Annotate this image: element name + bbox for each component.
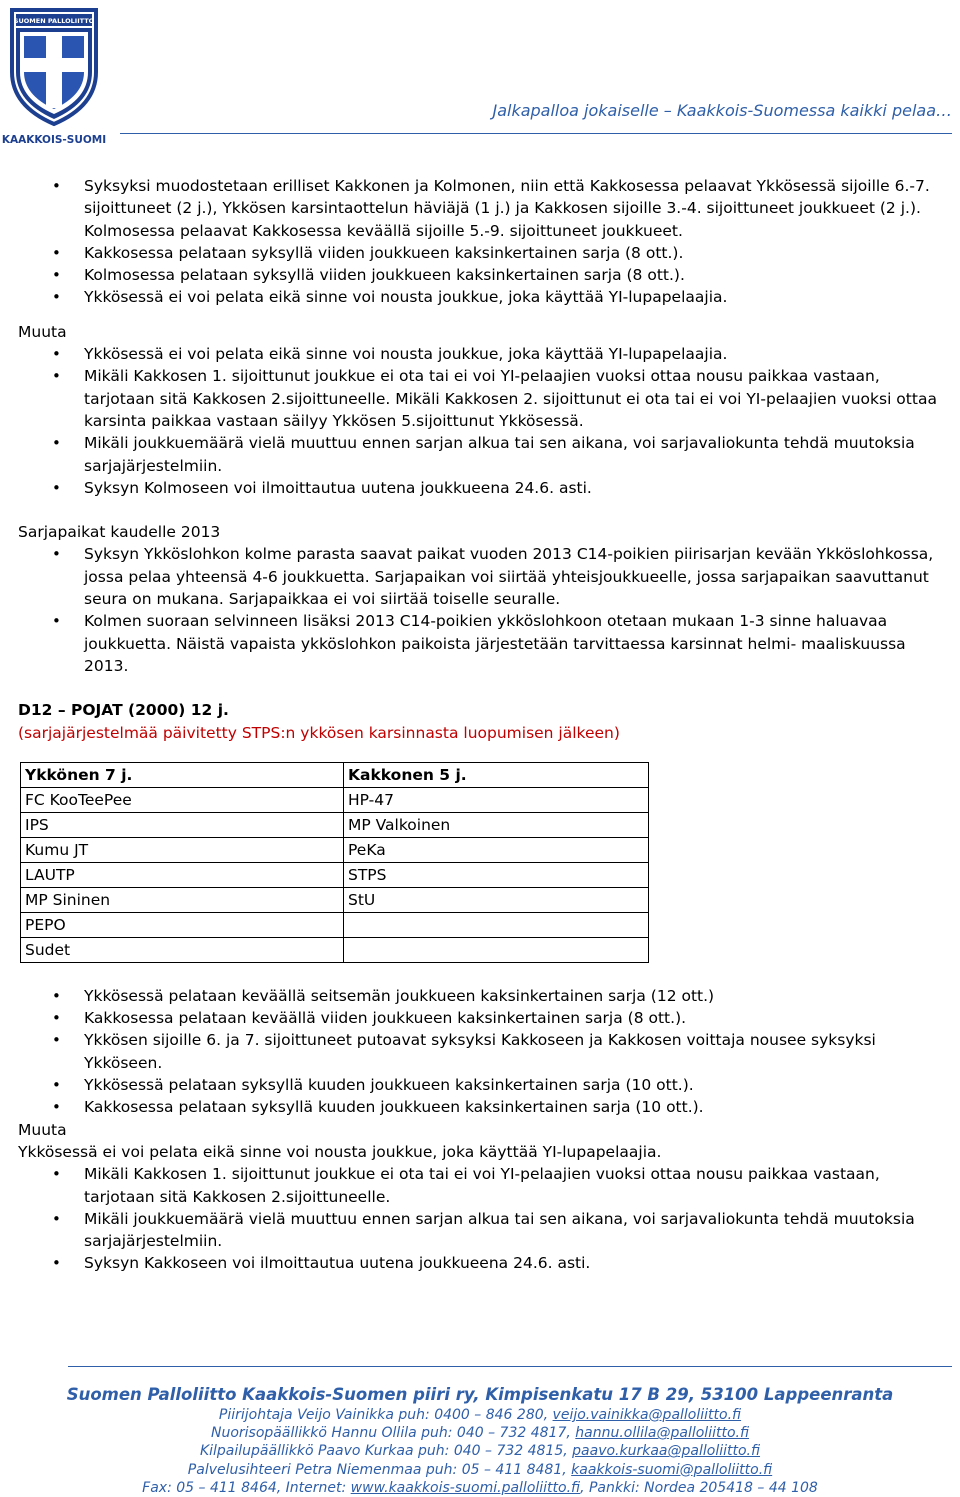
footer-text: Fax: 05 – 411 8464, Internet: [142, 1479, 351, 1496]
table-cell: PeKa [344, 837, 649, 862]
table-cell: IPS [21, 812, 344, 837]
list-item: • Kolmen suoraan selvinneen lisäksi 2013 C14-poikien ykköslohkoon otetaan mukaan 1-3 sinne haluavaa joukkuetta. Näistä vapaista ykköslohkon paikoista järjestetään tarvittaessa karsinnat helmi- maaliskuussa 2013. [84, 610, 953, 677]
document-body [18, 175, 953, 1275]
footer-text: Piirijohtaja Veijo Vainikka puh: 0400 – 846 280, [218, 1407, 553, 1423]
footer-text: Nuorisopäällikkö Hannu Ollila puh: 040 – 732 4817, [210, 1425, 576, 1442]
logo-bottom-text: KAAKKOIS-SUOMI [2, 134, 106, 146]
muuta2-line: Ykkösessä ei voi pelata eikä sinne voi nousta joukkue, joka käyttää YI-lupapelaajia. [18, 1142, 662, 1161]
palloliitto-logo [2, 2, 106, 146]
footer-line [0, 1442, 960, 1460]
d12-note: (sarjajärjestelmää päivitetty STPS:n ykkösen karsinnasta luopumisen jälkeen) [18, 723, 620, 742]
table-row [21, 937, 649, 962]
email-link[interactable]: paavo.kurkaa@palloliitto.fi [572, 1443, 761, 1460]
table-cell: HP-47 [344, 787, 649, 812]
table-row [21, 787, 649, 812]
email-link[interactable]: hannu.ollila@palloliitto.fi [575, 1425, 750, 1442]
table-row [21, 862, 649, 887]
table-row [21, 887, 649, 912]
muuta-label: Muuta [18, 322, 67, 341]
sarjapaikat-label: Sarjapaikat kaudelle 2013 [18, 523, 221, 542]
section1-list [18, 175, 953, 309]
website-link[interactable]: www.kaakkois-suomi.palloliitto.fi [350, 1479, 581, 1496]
section2-list [18, 985, 953, 1119]
table-cell [344, 912, 649, 937]
footer-text: Kilpailupäällikkö Paavo Kurkaa puh: 040 – 732 4815, [199, 1443, 573, 1460]
list-item: • Mikäli joukkuemäärä vielä muuttuu ennen sarjan alkua tai sen aikana, voi sarjavaliokunta tehdä muutoksia sarjajärjestelmiin. [84, 1208, 953, 1253]
table-row [21, 837, 649, 862]
logo-top-text: SUOMEN PALLOLIITTO [13, 17, 95, 25]
table-cell: Sudet [21, 937, 344, 962]
table-row [21, 912, 649, 937]
list-item: • Mikäli joukkuemäärä vielä muuttuu ennen sarjan alkua tai sen aikana, voi sarjavaliokunta tehdä muutoksia sarjajärjestelmiin. [84, 432, 953, 477]
email-link[interactable]: kaakkois-suomi@palloliitto.fi [571, 1461, 773, 1478]
list-item: • Ykkösessä pelataan keväällä seitsemän joukkueen kaksinkertainen sarja (12 ott.) [84, 985, 953, 1007]
table-row [21, 812, 649, 837]
table-header-kakkonen: Kakkonen 5 j. [344, 762, 649, 787]
teams-table [20, 762, 649, 963]
table-cell: MP Sininen [21, 887, 344, 912]
list-item: • Ykkösen sijoille 6. ja 7. sijoittuneet putoavat syksyksi Kakkoseen ja Kakkosen voittaja nousee syksyksi Ykköseen. [84, 1029, 953, 1074]
list-item: • Syksyn Ykköslohkon kolme parasta saavat paikat vuoden 2013 C14-poikien piirisarjan kevään Ykköslohkossa, jossa pelaa yhteensä 4-6 joukkuetta. Sarjapaikan voi siirtää yhteisjoukkueelle, jossa sarjapaikan saavuttanut seura on mukana. Sarjapaikkaa ei voi siirtää toiselle seuralle. [84, 543, 953, 610]
list-item: • Ykkösessä pelataan syksyllä kuuden joukkueen kaksinkertainen sarja (10 ott.). [84, 1074, 953, 1096]
sarjapaikat-list [18, 543, 953, 677]
header-divider [120, 133, 952, 134]
footer-org: Suomen Palloliitto Kaakkois-Suomen piiri ry, Kimpisenkatu 17 B 29, 53100 Lappeenranta [66, 1385, 894, 1404]
list-item: • Mikäli Kakkosen 1. sijoittunut joukkue ei ota tai ei voi YI-pelaajien vuoksi ottaa nousu paikkaa vastaan, tarjotaan sitä Kakkosen 2.sijoittuneelle. Mikäli Kakkosen 2. sijoittunut ei ota tai ei voi YI-pelaajien vuoksi ottaa karsinta paikkaa vastaan säilyy Ykkösen 5.sijoittunut Ykkösessä. [84, 365, 953, 432]
muuta1-list [18, 343, 953, 499]
list-item: • Kakkosessa pelataan syksyllä viiden joukkueen kaksinkertainen sarja (8 ott.). [84, 242, 953, 264]
email-link[interactable]: veijo.vainikka@palloliitto.fi [552, 1407, 742, 1423]
muuta-label: Muuta [18, 1120, 67, 1139]
table-cell: MP Valkoinen [344, 812, 649, 837]
list-item: • Syksyksi muodostetaan erilliset Kakkonen ja Kolmonen, niin että Kakkosessa pelaavat Ykkösessä sijoille 6.-7. sijoittuneet (2 j.), Ykkösen karsintaottelun häviäjä (1 j.) ja Kakkosen sijoille 3.-4. sijoittuneet joukkueet (2 j.). Kolmosessa pelaavat Kakkosessa keväällä sijoille 5.-9. sijoittuneet joukkueet. [84, 175, 953, 242]
table-cell: FC KooTeePee [21, 787, 344, 812]
list-item: • Ykkösessä ei voi pelata eikä sinne voi nousta joukkue, joka käyttää YI-lupapelaajia. [84, 286, 953, 308]
list-item: • Syksyn Kakkoseen voi ilmoittautua uutena joukkueena 24.6. asti. [84, 1252, 953, 1274]
page-header [0, 0, 960, 145]
footer-line [0, 1479, 960, 1497]
table-header-row [21, 762, 649, 787]
d12-title: D12 – POJAT (2000) 12 j. [18, 701, 229, 720]
table-cell: Kumu JT [21, 837, 344, 862]
table-cell: STPS [344, 862, 649, 887]
list-item: • Mikäli Kakkosen 1. sijoittunut joukkue ei ota tai ei voi YI-pelaajien vuoksi ottaa nousu paikkaa vastaan, tarjotaan sitä Kakkosen 2.sijoittuneelle. [84, 1163, 953, 1208]
table-cell [344, 937, 649, 962]
footer-text: Palvelusihteeri Petra Niemenmaa puh: 05 – 411 8481, [187, 1461, 572, 1478]
page-footer [0, 1384, 960, 1497]
slogan: Jalkapalloa jokaiselle – Kaakkois-Suomessa kaikki pelaa… [492, 101, 952, 120]
list-item: • Kakkosessa pelataan keväällä viiden joukkueen kaksinkertainen sarja (8 ott.). [84, 1007, 953, 1029]
table-cell: PEPO [21, 912, 344, 937]
footer-line [0, 1406, 960, 1424]
muuta2-list [18, 1163, 953, 1274]
footer-line [0, 1461, 960, 1479]
table-cell: StU [344, 887, 649, 912]
footer-text: , Pankki: Nordea 205418 – 44 108 [580, 1479, 818, 1496]
list-item: • Kakkosessa pelataan syksyllä kuuden joukkueen kaksinkertainen sarja (10 ott.). [84, 1096, 953, 1118]
list-item: • Ykkösessä ei voi pelata eikä sinne voi nousta joukkue, joka käyttää YI-lupapelaajia. [84, 343, 953, 365]
footer-divider [68, 1366, 952, 1367]
table-cell: LAUTP [21, 862, 344, 887]
table-header-ykkonen: Ykkönen 7 j. [21, 762, 344, 787]
list-item: • Kolmosessa pelataan syksyllä viiden joukkueen kaksinkertainen sarja (8 ott.). [84, 264, 953, 286]
list-item: • Syksyn Kolmoseen voi ilmoittautua uutena joukkueena 24.6. asti. [84, 477, 953, 499]
footer-line [0, 1424, 960, 1442]
